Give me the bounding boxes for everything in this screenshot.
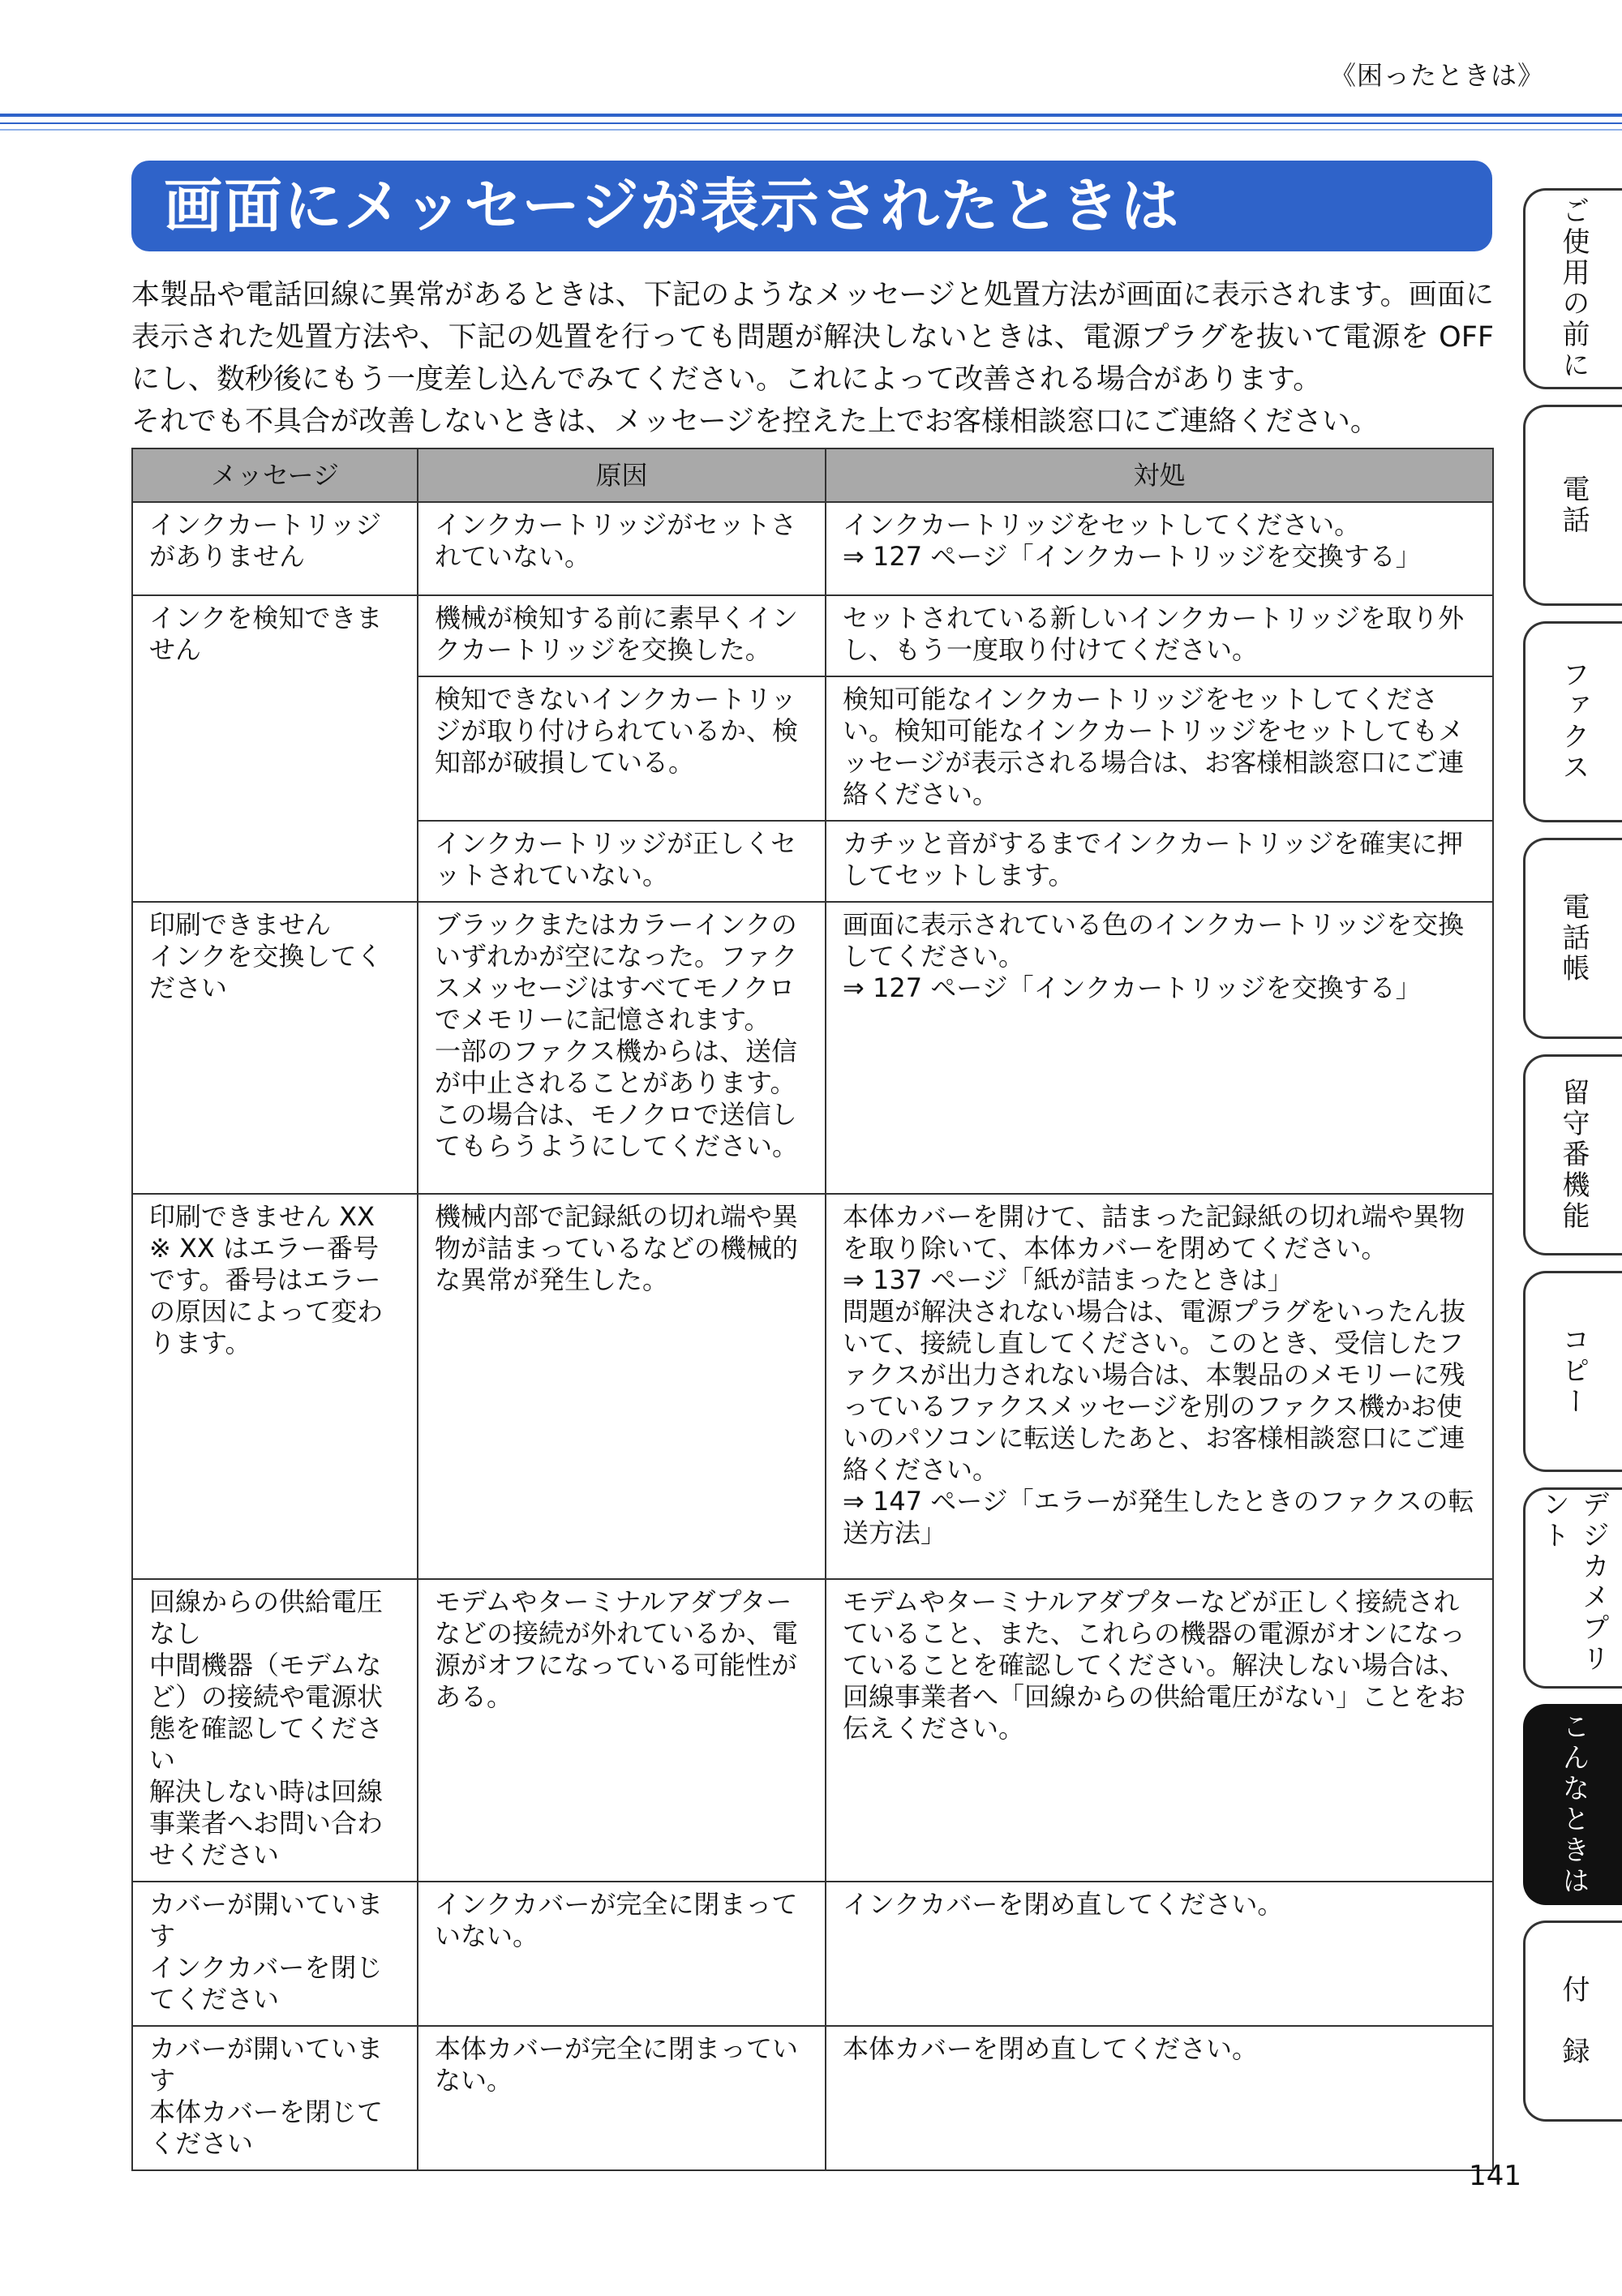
message-cell — [132, 1882, 418, 2026]
action-cell — [826, 502, 1493, 595]
page-reference: ⇒ 137 ページ「紙が詰まったときは」 — [843, 1264, 1294, 1295]
table-row — [132, 595, 1493, 676]
cause-cell — [418, 502, 826, 595]
tab-label: 電話帳 — [1557, 892, 1590, 985]
header-rule-light — [0, 129, 1622, 131]
action-text: 本体カバーを開けて、詰まった記録紙の切れ端や異物を取り除いて、本体カバーを閉めてください。 — [843, 1201, 1465, 1264]
tab-label: 電話 — [1557, 474, 1590, 536]
tab-appendix[interactable] — [1523, 1920, 1622, 2122]
message-cell — [132, 1579, 418, 1882]
cause-text: 機械内部で記録紙の切れ端や異物が詰まっているなどの機械的な異常が発生した。 — [435, 1201, 799, 1295]
message-text: 印刷できません XX — [149, 1201, 375, 1232]
action-text: カチッと音がするまでインクカートリッジを確実に押してセットします。 — [843, 828, 1464, 891]
message-text: 回線からの供給電圧なし — [149, 1586, 384, 1649]
header-rule — [0, 114, 1622, 117]
header-rule-thin — [0, 122, 1622, 124]
action-text: 検知可能なインクカートリッジをセットしてください。検知可能なインクカートリッジをセットしてもメッセージが表示される場合は、お客様相談窓口にご連絡ください。 — [843, 684, 1465, 809]
message-cell — [132, 595, 418, 902]
message-table — [131, 448, 1494, 2171]
page-reference: ⇒ 147 ページ「エラーが発生したときのファクスの転送方法」 — [843, 1486, 1474, 1548]
cause-cell — [418, 1882, 826, 2026]
page-number: 141 — [1469, 2160, 1521, 2192]
cause-text: 一部のファクス機からは、送信が中止されることがあります。この場合は、モノクロで送信してもらうようにしてください。 — [435, 1036, 799, 1161]
action-text: モデムやターミナルアダプターなどが正しく接続されていること、また、これらの機器の電源がオンになっていることを確認してください。解決しない場合は、回線事業者へ「回線からの供給電圧がない」ことをお伝えください。 — [843, 1586, 1466, 1744]
tab-label: コピー — [1557, 1325, 1590, 1418]
page-reference: ⇒ 127 ページ「インクカートリッジを交換する」 — [843, 972, 1422, 1003]
cause-cell — [418, 821, 826, 902]
message-text: 中間機器（モデムなど）の接続や電源状態を確認してください — [149, 1650, 384, 1775]
message-text: インクを交換してください — [149, 941, 383, 1003]
table-row — [132, 902, 1493, 1194]
tab-label: ご使用の前に — [1557, 196, 1590, 381]
cause-text: インクカートリッジが正しくセットされていない。 — [435, 828, 797, 891]
page-reference: ⇒ 127 ページ「インクカートリッジを交換する」 — [843, 541, 1422, 572]
cause-text: インクカバーが完全に閉まっていない。 — [435, 1889, 798, 1951]
header-action: 対処 — [826, 448, 1493, 502]
message-cell — [132, 1194, 418, 1579]
tab-troubleshooting[interactable] — [1523, 1704, 1622, 1905]
cause-text: ブラックまたはカラーインクのいずれかが空になった。ファクスメッセージはすべてモノクロでメモリーに記憶されます。 — [435, 909, 798, 1035]
tab-answering[interactable] — [1523, 1054, 1622, 1255]
message-text: インクを検知できません — [149, 603, 383, 665]
tab-phone[interactable] — [1523, 405, 1622, 606]
message-text: カバーが開いています — [149, 2033, 384, 2096]
action-text: 問題が解決されない場合は、電源プラグをいったん抜いて、接続し直してください。このとき、受信したファクスが出力されない場合は、本製品のメモリーに残っているファクスメッセージを別のファクス機かお使いのパソコンに転送したあと、お客様相談窓口にご連絡ください。 — [843, 1296, 1466, 1485]
table-row — [132, 2026, 1493, 2170]
table-header-row — [132, 448, 1493, 502]
message-note: ※ XX はエラー番号です。番号はエラーの原因によって変わります。 — [149, 1233, 384, 1358]
action-cell — [826, 902, 1493, 1194]
message-text: 印刷できません — [149, 909, 332, 940]
cause-cell — [418, 1194, 826, 1579]
cause-text: モデムやターミナルアダプターなどの接続が外れているか、電源がオフになっている可能性がある。 — [435, 1586, 799, 1712]
action-text: 画面に表示されている色のインクカートリッジを交換してください。 — [843, 909, 1465, 972]
tab-photo-print[interactable] — [1523, 1487, 1622, 1689]
cause-text: 機械が検知する前に素早くインクカートリッジを交換した。 — [435, 603, 799, 665]
tab-label: こんなときは — [1557, 1712, 1590, 1897]
cause-cell — [418, 902, 826, 1194]
table-row — [132, 502, 1493, 595]
message-text: 本体カバーを閉じてください — [149, 2096, 384, 2159]
intro-paragraph-2: それでも不具合が改善しないときは、メッセージを控えた上でお客様相談窓口にご連絡ください。 — [131, 406, 1379, 438]
action-text: 本体カバーを閉め直してください。 — [843, 2033, 1259, 2064]
intro-text — [131, 274, 1494, 443]
tab-label: デジカメプリント — [1537, 1490, 1610, 1675]
action-cell — [826, 1194, 1493, 1579]
cause-text: 本体カバーが完全に閉まっていない。 — [435, 2033, 799, 2096]
action-text: セットされている新しいインクカートリッジを取り外し、もう一度取り付けてください。 — [843, 603, 1465, 665]
cause-cell — [418, 676, 826, 821]
action-cell — [826, 2026, 1493, 2170]
tab-copy[interactable] — [1523, 1271, 1622, 1472]
cause-cell — [418, 595, 826, 676]
cause-text: インクカートリッジがセットされていない。 — [435, 509, 797, 572]
page-title: 画面にメッセージが表示されたときは — [131, 161, 1492, 251]
message-text: 解決しない時は回線事業者へお問い合わせください — [149, 1776, 384, 1870]
tab-label: 留守番機能 — [1557, 1078, 1590, 1232]
table-row — [132, 1882, 1493, 2026]
message-cell — [132, 902, 418, 1194]
action-cell — [826, 821, 1493, 902]
cause-cell — [418, 2026, 826, 2170]
cause-text: 検知できないインクカートリッジが取り付けられているか、検知部が破損している。 — [435, 684, 799, 778]
intro-paragraph-1: 本製品や電話回線に異常があるときは、下記のようなメッセージと処置方法が画面に表示されます。画面に表示された処置方法や、下記の処置を行っても問題が解決しないときは、電源プラグを抜いて電源を OFF にし、数秒後にもう一度差し込んでみてください。これによって改善される場合があります。 — [131, 279, 1494, 396]
message-text: インクカートリッジがありません — [149, 509, 382, 572]
action-text: インクカートリッジをセットしてください。 — [843, 509, 1361, 540]
header-message: メッセージ — [132, 448, 418, 502]
action-cell — [826, 1579, 1493, 1882]
message-cell — [132, 502, 418, 595]
table-row — [132, 1194, 1493, 1579]
tab-fax[interactable] — [1523, 621, 1622, 822]
action-cell — [826, 676, 1493, 821]
header-cause: 原因 — [418, 448, 826, 502]
section-header: 《困ったときは》 — [1329, 60, 1544, 91]
tab-phonebook[interactable] — [1523, 838, 1622, 1039]
message-text: インクカバーを閉じてください — [149, 1952, 383, 2015]
tab-before-use[interactable] — [1523, 188, 1622, 389]
message-text: カバーが開いています — [149, 1889, 384, 1951]
cause-cell — [418, 1579, 826, 1882]
table-row — [132, 1579, 1493, 1882]
tab-label: ファクス — [1557, 660, 1590, 783]
tab-label: 付 録 — [1557, 1975, 1590, 2067]
action-cell — [826, 595, 1493, 676]
action-text: インクカバーを閉め直してください。 — [843, 1889, 1284, 1920]
message-cell — [132, 2026, 418, 2170]
action-cell — [826, 1882, 1493, 2026]
